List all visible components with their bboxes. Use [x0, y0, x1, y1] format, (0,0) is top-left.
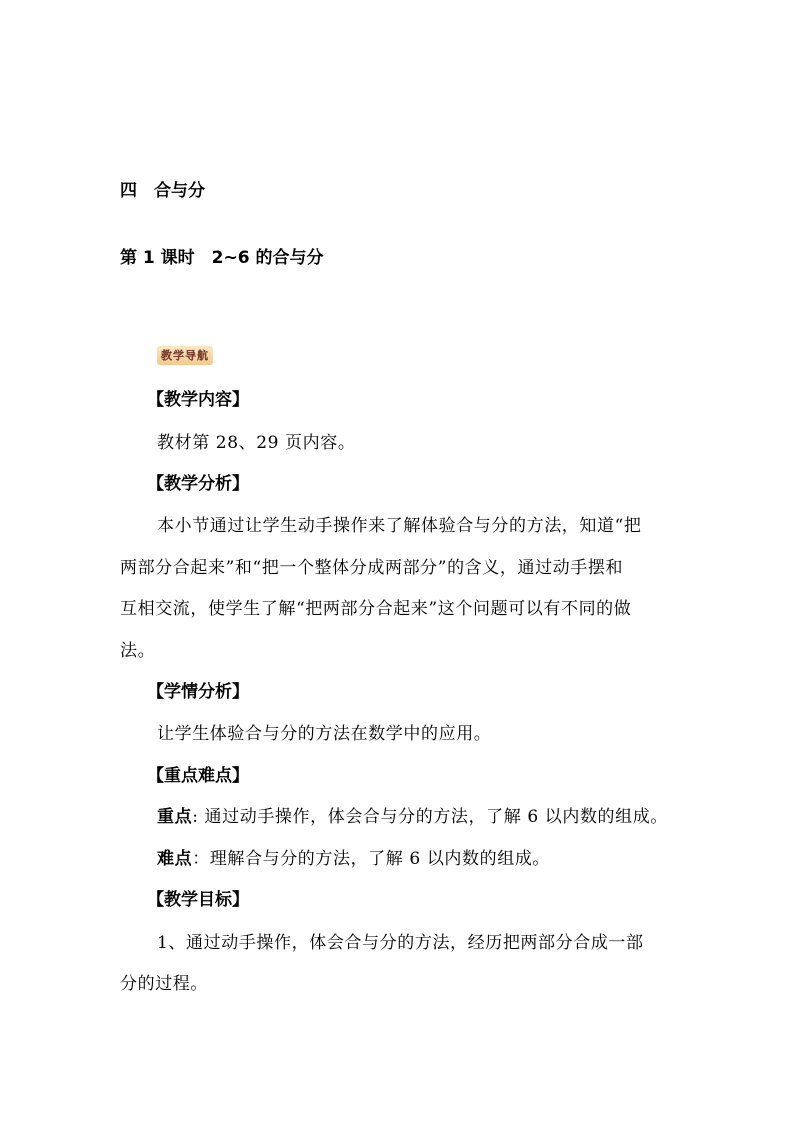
analysis-line: 两部分合起来”和“把一个整体分成两部分”的含义，通过动手摆和	[120, 558, 624, 578]
chapter-title: 四 合与分	[120, 181, 205, 201]
analysis-line: 互相交流，使学生了解“把两部分合起来”这个问题可以有不同的做	[120, 599, 632, 619]
section-heading-analysis: 【教学分析】	[147, 474, 249, 494]
content-text: 教材第 28、29 页内容。	[157, 433, 356, 453]
key-point-text: : 通过动手操作，体会合与分的方法，了解 6 以内数的组成。	[192, 807, 668, 827]
analysis-line: 本小节通过让学生动手操作来了解体验合与分的方法，知道“把	[157, 516, 642, 536]
section-heading-goals: 【教学目标】	[147, 890, 249, 910]
difficulty-label: 难点	[157, 849, 193, 869]
difficulty-line	[157, 844, 550, 869]
key-point-line	[157, 802, 668, 827]
teaching-guide-badge: 教学导航	[157, 346, 213, 365]
key-point-label: 重点	[157, 807, 193, 827]
analysis-line: 法。	[120, 641, 156, 661]
goal-line: 1、通过动手操作，体会合与分的方法，经历把两部分合成一部	[157, 933, 644, 953]
student-analysis-text: 让学生体验合与分的方法在数学中的应用。	[157, 724, 492, 744]
lesson-title: 第 1 课时 2~6 的合与分	[120, 248, 324, 268]
difficulty-text: ：理解合与分的方法，了解 6 以内数的组成。	[192, 849, 551, 869]
section-heading-content: 【教学内容】	[147, 390, 249, 410]
section-heading-student: 【学情分析】	[147, 682, 249, 702]
section-heading-key-points: 【重点难点】	[147, 766, 249, 786]
goal-line: 分的过程。	[120, 974, 208, 994]
